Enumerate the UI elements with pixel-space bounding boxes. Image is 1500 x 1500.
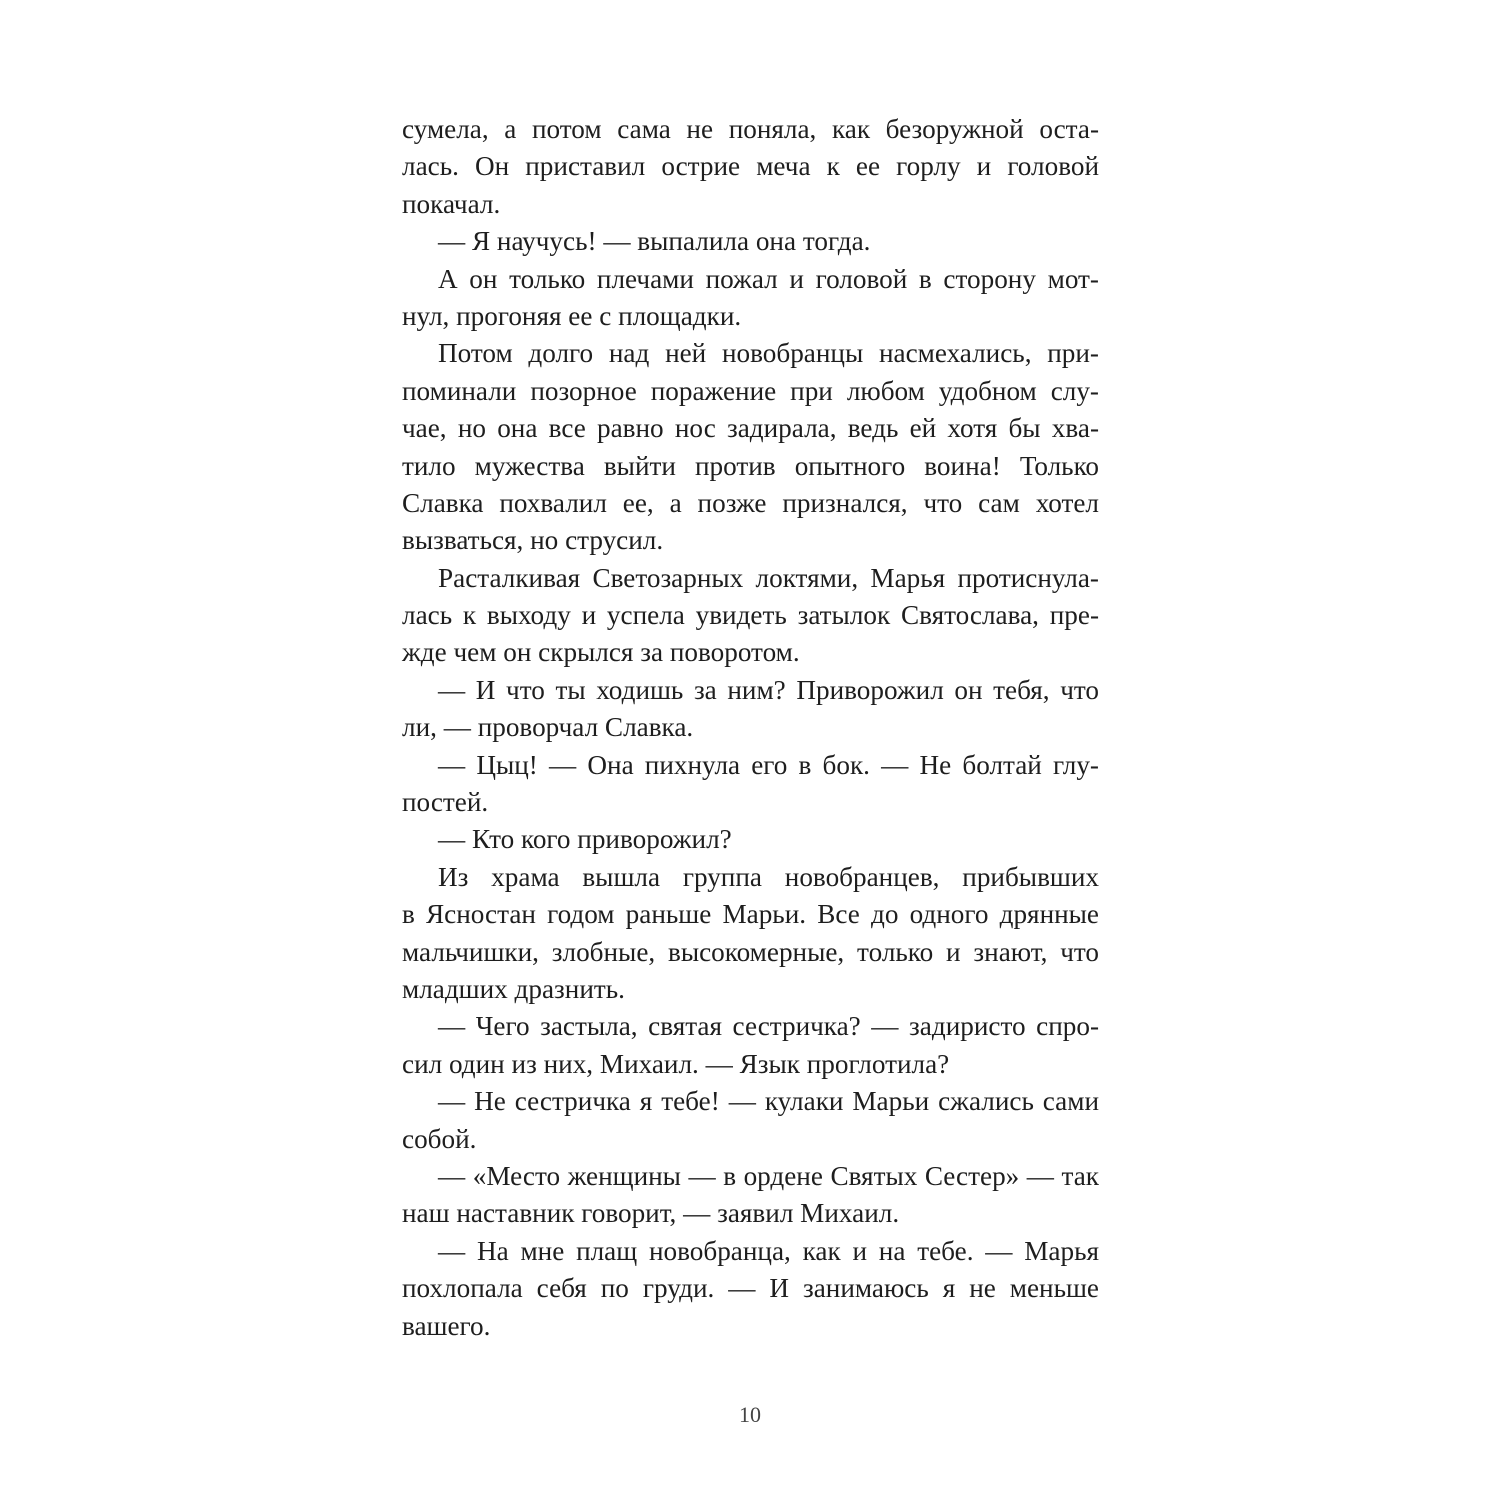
page-number: 10	[739, 1402, 761, 1427]
body-text	[402, 111, 1099, 1345]
text-line: жде чем он скрылся за поворотом.	[402, 637, 800, 668]
text-line: Расталкивая Светозарных локтями, Марья протиснула-	[438, 562, 1099, 593]
text-line: — Не сестричка я тебе! — кулаки Марьи сжались сами	[438, 1086, 1099, 1117]
text-line: — Цыц! — Она пихнула его в бок. — Не болтай глу-	[438, 749, 1099, 780]
text-line: вызваться, но струсил.	[402, 525, 664, 556]
text-line: сумела, а потом сама не поняла, как безоружной оста-	[402, 114, 1099, 144]
text-line: А он только плечами пожал и головой в сторону мот-	[438, 263, 1099, 294]
text-line: младших дразнить.	[402, 973, 625, 1004]
text-line: постей.	[402, 787, 489, 818]
text-line: — «Место женщины — в ордене Святых Сестер» — так	[438, 1160, 1099, 1191]
text-line: Потом долго над ней новобранцы насмехались, при-	[438, 338, 1099, 369]
text-line: сил один из них, Михаил. — Язык проглотила?	[402, 1048, 950, 1079]
text-line: похлопала себя по груди. — И занимаюсь я не меньше	[402, 1273, 1099, 1304]
text-line: тило мужества выйти против опытного воина! Только	[402, 450, 1099, 481]
text-line: собой.	[402, 1123, 477, 1154]
text-line: — Чего застыла, святая сестричка? — задиристо спро-	[438, 1011, 1099, 1042]
text-line: ли, — проворчал Славка.	[402, 712, 694, 743]
text-line: вашего.	[402, 1310, 491, 1341]
text-line: в Ясностан годом раньше Марьи. Все до одного дрянные	[402, 899, 1099, 930]
text-line: мальчишки, злобные, высокомерные, только и знают, что	[402, 936, 1099, 967]
text-line: — На мне плащ новобранца, как и на тебе. — Марья	[438, 1235, 1099, 1266]
text-line: — Я научусь! — выпалила она тогда.	[438, 226, 871, 257]
text-line: лась. Он приставил острие меча к ее горлу и головой	[402, 151, 1099, 182]
text-line: поминали позорное поражение при любом удобном слу-	[402, 375, 1099, 406]
text-line: нул, прогоняя ее с площадки.	[402, 300, 742, 331]
text-line: Из храма вышла группа новобранцев, прибывших	[438, 861, 1099, 892]
text-line: — И что ты ходишь за ним? Приворожил он тебя, что	[438, 674, 1099, 705]
text-line: Славка похвалил ее, а позже признался, что сам хотел	[402, 487, 1099, 518]
text-line: покачал.	[402, 188, 501, 219]
text-line: лась к выходу и успела увидеть затылок Святослава, пре-	[402, 600, 1099, 631]
text-line: наш наставник говорит, — заявил Михаил.	[402, 1198, 900, 1229]
text-line: — Кто кого приворожил?	[438, 824, 732, 855]
text-line: чае, но она все равно нос задирала, ведь ей хотя бы хва-	[402, 413, 1099, 444]
